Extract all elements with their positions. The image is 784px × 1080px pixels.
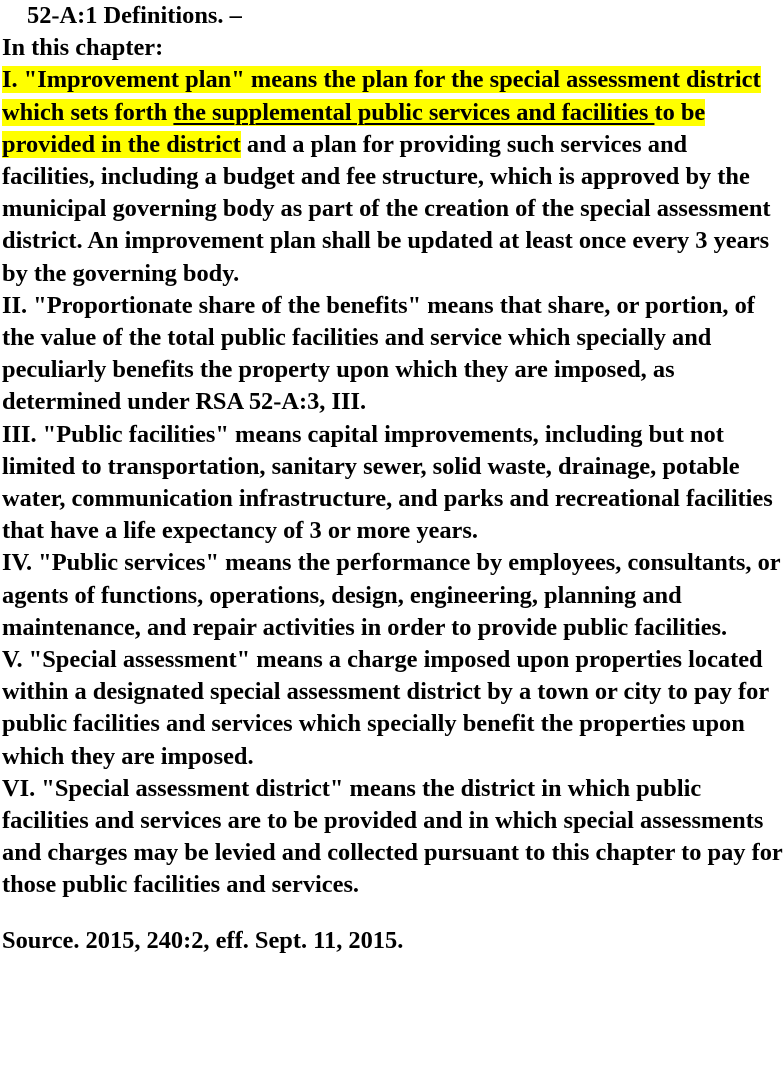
highlight-lead: I. "Improvement plan" means the plan for the special assessment district which sets forth [2, 66, 761, 126]
chapter-intro: In this chapter: [2, 34, 164, 62]
definition-improvement-plan [2, 64, 784, 289]
definition-public-facilities: III. "Public facilities" means capital improvements, including but not limited to transportation, sanitary sewer, solid waste, drainage, potable water, communication infrastructure, and parks and recreational facilities that have a life expectancy of 3 or more years. [2, 420, 773, 545]
definition-rest: and a plan for providing such services and facilities, including a budget and fee structure, which is approved by the municipal governing body as part of the creation of the special assessment district. An improvement plan shall be updated at least once every 3 years by the governing body. [2, 130, 771, 287]
section-heading: 52-A:1 Definitions. – [27, 2, 242, 29]
source-citation: Source. 2015, 240:2, eff. Sept. 11, 2015. [2, 926, 404, 954]
definition-public-services: IV. "Public services" means the performance by employees, consultants, or agents of functions, operations, design, engineering, planning and maintenance, and repair activities in order to provide public facilities. [2, 549, 781, 641]
definition-special-assessment: V. "Special assessment" means a charge imposed upon properties located within a designated special assessment district by a town or city to pay for public facilities and services which specially benefit the properties upon which they are imposed. [2, 646, 769, 770]
underlined-text: the supplemental public services and facilities [173, 98, 655, 126]
definition-special-assessment-district: VI. "Special assessment district" means the district in which public facilities and services are to be provided and in which special assessments and charges may be levied and collected pursuant to this chapter to pay for those public facilities and services. [2, 774, 783, 899]
highlight-tail: to be provided in the district [2, 98, 706, 158]
definition-proportionate-share: II. "Proportionate share of the benefits" means that share, or portion, of the value of the total public facilities and service which specially and peculiarly benefits the property upon which they are imposed, as determined under RSA 52-A:3, III. [2, 291, 755, 416]
statute-document [2, 0, 784, 957]
